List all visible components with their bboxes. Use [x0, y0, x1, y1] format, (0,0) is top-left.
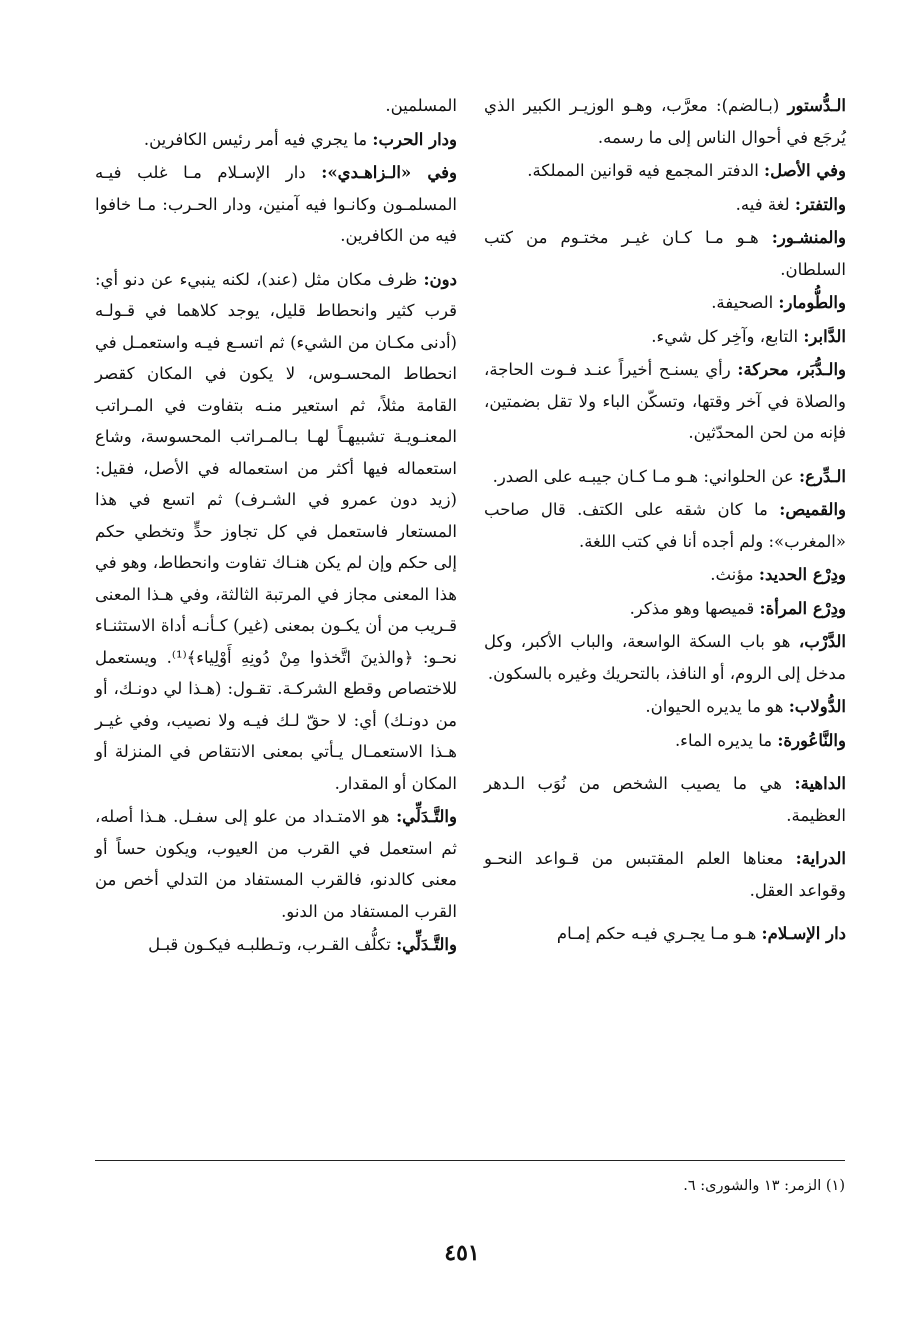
- entry-definition: ما كان شقه على الكتف. قال صاحب «المغرب»: ولم أجده أنا في كتب اللغة.: [484, 500, 846, 551]
- dictionary-entry: [484, 189, 846, 221]
- entry-definition: عن الحلواني: هـو مـا كـان جيبـه على الصدر.: [492, 466, 799, 486]
- entry-definition: معناها العلم المقتبس من قـواعد النحـو وقواعد العقل.: [484, 849, 846, 900]
- entry-definition: المسلمين.: [385, 96, 457, 115]
- dictionary-entry: [484, 691, 846, 723]
- entry-definition: هو ما يديره الحيوان.: [645, 697, 789, 716]
- entry-term: وفي الأصل:: [764, 161, 846, 180]
- dictionary-entry: [95, 929, 457, 961]
- dictionary-entry: [484, 321, 846, 353]
- entry-term: الداهية:: [794, 774, 846, 793]
- entry-term: والـدُّبَر، محركة:: [737, 360, 846, 379]
- entry-definition: مؤنث.: [710, 565, 759, 584]
- dictionary-entry: [95, 264, 457, 800]
- dictionary-entry: [484, 768, 846, 831]
- entry-definition: هي ما يصيب الشخص من نُوَب الـدهر العظيمة.: [484, 774, 846, 825]
- dictionary-entry: [95, 124, 457, 156]
- entry-definition: ظرف مكان مثل (عند)، لكنه ينبيء عن دنو أي: قرب كثير وانحطاط قليل، يوجد كلاهما في قـولـه (أدنى مكـان من الشيء) ثم اتسـع فيـه واستعمـل في انحطاط المحسـوس، لا يكون في المكان كقصر القامة مثلاً، ثم استعير منـه بتفاوت في المـراتب المعنـويـة تشبيهـاً لهـا بـالمـراتب المحسوسة، وشاع استعماله فيها أكثر من استعماله في الأصل، فقيل: (زيد دون عمرو في الشـرف) ثم اتسع في هذا المستعار فاستعمل في كل تجاوز حدٍّ وتخطي حكم إلى حكم وإن لم يكن هنـاك تفاوت وانحطاط، وهو في هذا المعنى مجاز في المرتبة الثالثة، وفي هـذا المعنى قـريب من أن يكـون بمعنى (غير) كـأنـه أداة الاستثنـاء نحـو: ﴿والذينَ اتَّخذوا مِنْ دُونِهِ أَوْلِياء﴾⁽¹⁾. ويستعمل للاختصاص وقطع الشركـة. تقـول: (هـذا لي دونـك، أو من دونـك) أي: لا حقّ لـك فيـه ولا نصيب، وفي غيـر هـذا الاستعمـال يـأتي بمعنى الانتقاص في المنزلة أو المكان أو المقدار.: [95, 269, 457, 793]
- entry-term: ودِرْع المرأة:: [759, 598, 846, 618]
- dictionary-entry: [484, 461, 846, 493]
- entry-definition: تكلُّف القـرب، وتـطلبـه فيكـون قبـل: [148, 935, 397, 954]
- entry-definition: رأي يسنـح أخيراً عنـد فـوت الحاجة، والصلاة في آخر وقتها، وتسكّن الباء ولا تقل بضمتين، فإنه من لحن المحدّثين.: [484, 360, 846, 442]
- entry-term: ودار الحرب:: [372, 129, 457, 149]
- entry-term: الـدِّرع:: [798, 466, 846, 486]
- entry-term: والقميص:: [779, 500, 846, 519]
- entry-term: وفي «الـزاهـدي»:: [321, 163, 457, 182]
- entry-term: دون:: [423, 269, 457, 289]
- dictionary-entry: [484, 559, 846, 591]
- entry-term: الدَّابر:: [803, 326, 846, 346]
- right-column: [484, 90, 846, 952]
- dictionary-entry: [484, 593, 846, 625]
- footnote: (١) الزمر: ١٣ والشورى: ٦.: [683, 1178, 845, 1194]
- page-number: ٤٥١: [444, 1240, 480, 1266]
- entry-term: والمنشـور:: [771, 228, 846, 247]
- dictionary-entry: [484, 725, 846, 757]
- dictionary-entry: [484, 843, 846, 906]
- entry-term: والنَّاعُورة:: [777, 730, 846, 750]
- dictionary-entry: [484, 494, 846, 557]
- dictionary-entry: [95, 801, 457, 927]
- entry-term: دار الإسـلام:: [761, 924, 846, 943]
- entry-term: والتَّـدَلِّي:: [396, 807, 457, 826]
- entry-definition: دار الإسـلام مـا غلب فيـه المسلمـون وكانـوا فيه آمنين، ودار الحـرب: مـا خافوا فيه من الكافرين.: [95, 163, 457, 245]
- entry-definition: هو باب السكة الواسعة، والباب الأكبر، وكل مدخل إلى الروم، أو النافذ، بالتحريك وغيره بالسكون.: [484, 632, 846, 683]
- entry-definition: الصحيفة.: [711, 293, 779, 312]
- entry-definition: ما يديره الماء.: [674, 730, 778, 750]
- entry-definition: هو الامتـداد من علو إلى سفـل. هـذا أصله، ثم استعمل في القرب من العيوب، ويكون حساً أو معنى كالدنو، فالقرب المستفاد من التدلي أخص من القرب المستفاد من الدنو.: [95, 807, 457, 921]
- entry-definition: التابع، وآخِر كل شيء.: [651, 326, 804, 346]
- entry-definition: قميصها وهو مذكر.: [629, 598, 760, 618]
- dictionary-entry: [95, 90, 457, 122]
- entry-definition: لغة فيه.: [735, 194, 795, 214]
- dictionary-entry: [484, 155, 846, 187]
- dictionary-entry: [484, 354, 846, 449]
- dictionary-entry: [484, 222, 846, 285]
- dictionary-entry: [484, 918, 846, 950]
- entry-definition: الدفتر المجمع فيه قوانين المملكة.: [527, 161, 765, 180]
- entry-term: والطُّومار:: [778, 293, 846, 312]
- entry-definition: هـو مـا يجـري فيـه حكم إمـام: [556, 924, 762, 943]
- dictionary-entry: [484, 626, 846, 689]
- entry-definition: هـو مـا كـان غيـر مختـوم من كتب السلطان.: [484, 228, 846, 279]
- entry-term: والتَّـدَلِّي:: [396, 935, 457, 954]
- entry-term: الدُّولاب:: [788, 697, 846, 716]
- entry-term: الدراية:: [795, 849, 846, 868]
- entry-term: ودِرْع الحديد:: [758, 565, 846, 584]
- dictionary-entry: [95, 157, 457, 252]
- entry-term: الدَّرْب،: [798, 632, 846, 651]
- entry-term: والتفتر:: [794, 194, 846, 214]
- dictionary-entry: [484, 90, 846, 153]
- entry-term: الـدُّستور: [787, 96, 846, 115]
- left-column: [95, 90, 457, 963]
- entry-definition: ما يجري فيه أمر رئيس الكافرين.: [143, 129, 373, 149]
- entry-definition: (بـالضم): معرَّب، وهـو الوزيـر الكبير الذي يُرجَع في أحوال الناس إلى ما رسمه.: [484, 96, 846, 147]
- dictionary-entry: [484, 287, 846, 319]
- footnote-divider: [95, 1160, 845, 1161]
